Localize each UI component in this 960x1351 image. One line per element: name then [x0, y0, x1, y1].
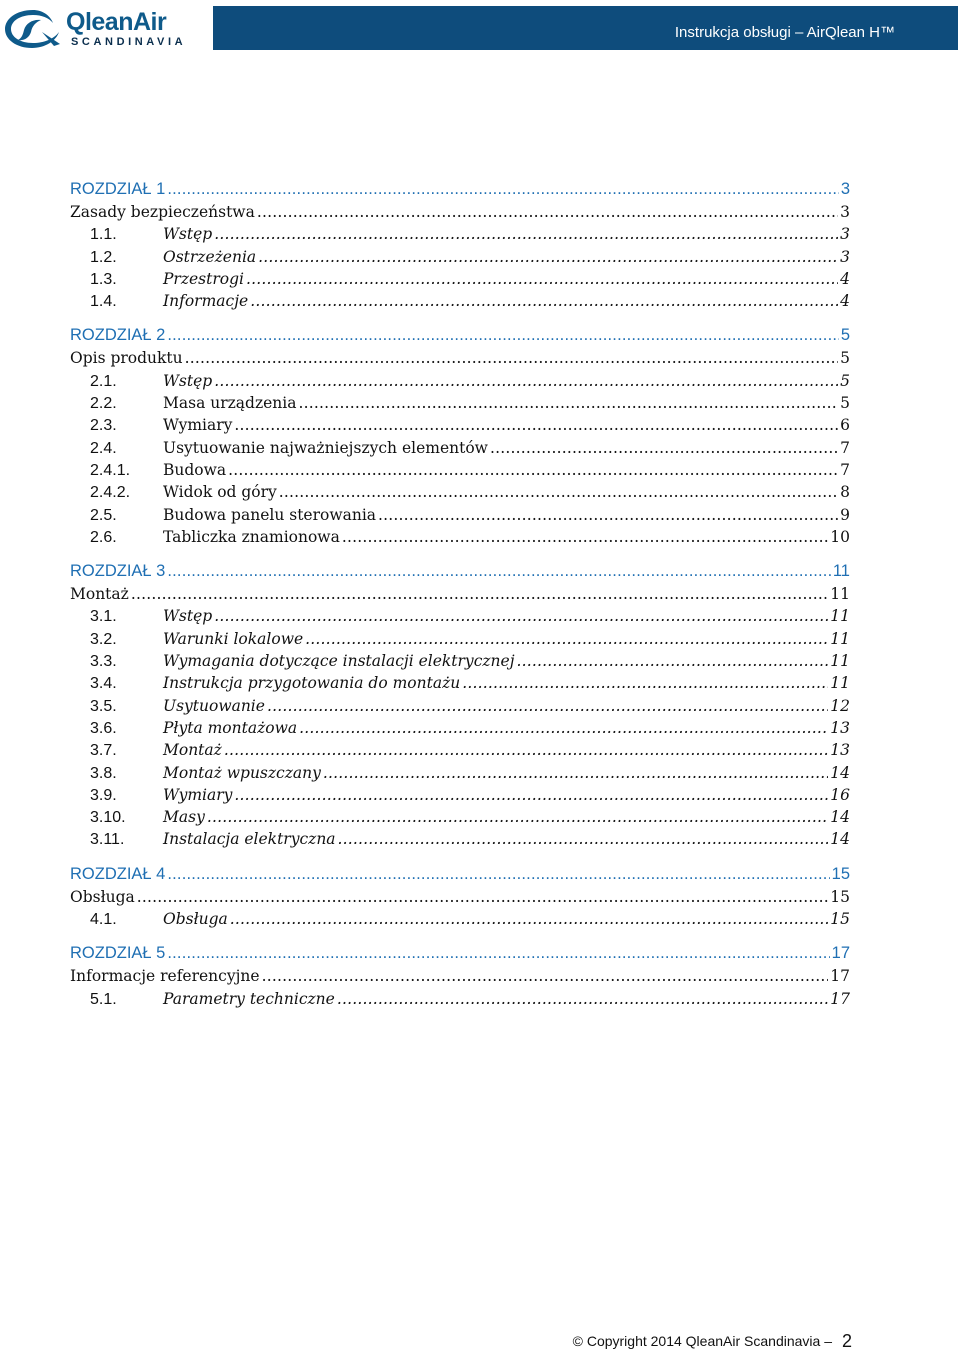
qleanair-swirl-icon [2, 4, 64, 52]
toc-page-number: 11 [830, 629, 850, 648]
toc-entry-number: 2.4.1. [90, 461, 131, 479]
toc-page-number: 17 [830, 989, 850, 1008]
toc-page-number: 3 [840, 180, 850, 198]
toc-dot-leader [258, 246, 838, 268]
toc-entry[interactable] [70, 370, 850, 392]
toc-page-number: 17 [830, 967, 850, 986]
toc-entry[interactable] [70, 223, 850, 245]
toc-dot-leader [267, 695, 828, 717]
toc-dot-leader [337, 988, 828, 1010]
document-title: Instrukcja obsługi – AirQlean H™ [674, 24, 895, 41]
toc-dot-leader [517, 650, 829, 672]
toc-page-number: 6 [840, 416, 850, 435]
toc-entry-number: 2.1. [90, 372, 117, 390]
toc-chapter-entry[interactable] [70, 942, 850, 965]
toc-dot-leader [167, 324, 838, 346]
toc-entry[interactable] [70, 481, 850, 503]
toc-entry[interactable] [70, 201, 850, 223]
toc-entry-label: Warunki lokalowe [163, 629, 304, 648]
toc-dot-leader [250, 290, 838, 312]
toc-page-number: 10 [830, 527, 850, 546]
toc-page-number: 7 [840, 438, 850, 457]
toc-dot-leader [228, 459, 838, 481]
toc-entry[interactable] [70, 347, 850, 369]
toc-dot-leader [342, 526, 828, 548]
toc-entry-label: Informacje referencyjne [70, 967, 260, 986]
logo-wordmark: QleanAir [66, 8, 167, 36]
toc-entry[interactable] [70, 504, 850, 526]
toc-page-number: 11 [832, 562, 850, 581]
toc-entry-label: Opis produktu [70, 349, 183, 368]
toc-entry-label: Wstęp [163, 225, 213, 244]
toc-entry-number: 4.1. [90, 911, 117, 929]
toc-dot-leader [214, 370, 838, 392]
toc-dot-leader [299, 717, 828, 739]
toc-entry-label: Wstęp [163, 607, 213, 626]
copyright-text: © Copyright 2014 QleanAir Scandinavia – [572, 1333, 832, 1349]
toc-dot-leader [167, 560, 831, 582]
toc-page-number: 8 [840, 483, 850, 502]
toc-dot-leader [185, 347, 838, 369]
toc-entry-label: Obsługa [70, 887, 135, 906]
toc-page-number: 9 [840, 505, 850, 524]
company-logo [2, 4, 202, 52]
toc-entry-number: 5.1. [90, 990, 117, 1008]
toc-entry-number: 3.8. [90, 764, 117, 782]
toc-entry[interactable] [70, 246, 850, 268]
toc-entry[interactable] [70, 526, 850, 548]
toc-page-number: 11 [830, 674, 850, 693]
toc-page-number: 5 [840, 349, 850, 368]
toc-entry[interactable] [70, 762, 850, 784]
toc-page-number: 15 [830, 887, 850, 906]
toc-dot-leader [305, 628, 828, 650]
toc-entry-label: Instrukcja przygotowania do montażu [163, 674, 461, 693]
toc-chapter-entry[interactable] [70, 863, 850, 886]
page-footer [573, 1331, 852, 1351]
toc-entry-number: 3.11. [90, 831, 125, 849]
toc-entry-number: 3.3. [90, 653, 117, 671]
toc-entry-label: Wymiary [163, 785, 233, 804]
toc-dot-leader [279, 481, 838, 503]
toc-entry-label: Wymagania dotyczące instalacji elektrycznej [163, 652, 515, 671]
toc-dot-leader [323, 762, 828, 784]
toc-entry[interactable] [70, 717, 850, 739]
toc-entry-label: Montaż [163, 741, 222, 760]
toc-entry[interactable] [70, 583, 850, 605]
toc-entry-number: 3.1. [90, 608, 117, 626]
toc-entry-label: Widok od góry [163, 483, 277, 502]
toc-page-number: 3 [840, 247, 850, 266]
toc-entry-label: ROZDZIAŁ 5 [70, 944, 166, 963]
toc-entry[interactable] [70, 628, 850, 650]
toc-entry-label: Masy [163, 808, 205, 827]
toc-entry[interactable] [70, 650, 850, 672]
toc-entry-label: Parametry techniczne [163, 989, 335, 1008]
toc-entry-number: 2.6. [90, 528, 117, 546]
toc-entry[interactable] [70, 988, 850, 1010]
header-band [213, 6, 958, 50]
toc-entry[interactable] [70, 605, 850, 627]
toc-entry[interactable] [70, 392, 850, 414]
toc-dot-leader [378, 504, 838, 526]
toc-dot-leader [137, 886, 829, 908]
toc-entry[interactable] [70, 965, 850, 987]
toc-dot-leader [167, 942, 829, 964]
toc-page-number: 3 [840, 203, 850, 221]
toc-entry-label: Przestrogi [163, 269, 244, 288]
toc-dot-leader [234, 414, 838, 436]
toc-dot-leader [167, 863, 829, 885]
toc-entry-number: 1.4. [90, 293, 117, 311]
toc-entry-number: 1.3. [90, 270, 117, 288]
toc-entry[interactable] [70, 828, 850, 850]
toc-entry-number: 3.4. [90, 675, 117, 693]
toc-entry-label: ROZDZIAŁ 1 [70, 180, 166, 198]
toc-page-number: 7 [840, 460, 850, 479]
toc-dot-leader [214, 605, 828, 627]
toc-dot-leader [131, 583, 828, 605]
toc-entry-label: Masa urządzenia [163, 394, 297, 413]
toc-chapter-entry[interactable] [70, 178, 850, 201]
toc-entry-label: Wstęp [163, 371, 213, 390]
toc-dot-leader [234, 784, 828, 806]
toc-entry[interactable] [70, 672, 850, 694]
toc-chapter-entry[interactable] [70, 560, 850, 583]
toc-entry[interactable] [70, 784, 850, 806]
toc-page-number: 14 [830, 808, 850, 827]
toc-page-number: 14 [830, 830, 850, 849]
toc-page-number: 12 [830, 696, 850, 715]
toc-entry-number: 3.5. [90, 697, 117, 715]
toc-entry[interactable] [70, 695, 850, 717]
page-number: 2 [841, 1331, 852, 1351]
toc-entry-number: 3.2. [90, 630, 117, 648]
toc-entry[interactable] [70, 739, 850, 761]
toc-dot-leader [298, 392, 838, 414]
toc-entry-number: 2.3. [90, 417, 117, 435]
toc-dot-leader [338, 828, 829, 850]
toc-page-number: 15 [831, 864, 850, 883]
toc-entry-number: 1.2. [90, 248, 117, 266]
toc-page-number: 17 [831, 944, 850, 963]
toc-dot-leader [224, 739, 828, 761]
toc-dot-leader [462, 672, 828, 694]
toc-page-number: 5 [840, 326, 850, 345]
toc-entry-label: Tabliczka znamionowa [163, 527, 340, 546]
toc-page-number: 11 [830, 652, 850, 671]
toc-entry-number: 2.4. [90, 439, 117, 457]
toc-entry-label: ROZDZIAŁ 4 [70, 864, 166, 883]
toc-dot-leader [257, 201, 838, 223]
toc-page-number: 13 [830, 741, 850, 760]
toc-dot-leader [262, 965, 829, 987]
toc-dot-leader [214, 223, 838, 245]
toc-entry-number: 2.4.2. [90, 484, 131, 502]
toc-page-number: 15 [830, 910, 850, 929]
toc-page-number: 16 [830, 785, 850, 804]
toc-entry-label: ROZDZIAŁ 2 [70, 326, 166, 345]
toc-entry-label: Usytuowanie najważniejszych elementów [163, 438, 488, 457]
toc-chapter-entry[interactable] [70, 324, 850, 347]
toc-page-number: 5 [840, 371, 850, 390]
toc-page-number: 4 [840, 269, 850, 288]
toc-entry[interactable] [70, 414, 850, 436]
toc-entry-number: 2.5. [90, 506, 117, 524]
toc-entry-number: 3.6. [90, 719, 117, 737]
toc-page-number: 3 [840, 225, 850, 244]
toc-entry-label: Zasady bezpieczeństwa [70, 203, 255, 221]
toc-entry-number: 1.1. [90, 226, 117, 244]
toc-entry[interactable] [70, 908, 850, 930]
toc-entry-number: 3.7. [90, 742, 117, 760]
toc-entry-label: ROZDZIAŁ 3 [70, 562, 166, 581]
toc-entry[interactable] [70, 459, 850, 481]
toc-entry-label: Budowa panelu sterowania [163, 505, 377, 524]
toc-dot-leader [230, 908, 829, 930]
toc-page-number: 14 [830, 763, 850, 782]
toc-dot-leader [490, 437, 838, 459]
toc-entry-label: Budowa [163, 460, 227, 479]
toc-page-number: 11 [830, 585, 850, 604]
toc-dot-leader [207, 806, 828, 828]
toc-entry-label: Wymiary [163, 416, 233, 435]
toc-entry-number: 3.9. [90, 786, 117, 804]
toc-entry-number: 2.2. [90, 395, 117, 413]
toc-page-number: 11 [830, 607, 850, 626]
toc-entry-label: Instalacja elektryczna [163, 830, 336, 849]
toc-dot-leader [167, 178, 838, 200]
toc-entry-label: Informacje [163, 292, 249, 311]
toc-page-number: 13 [830, 718, 850, 737]
toc-entry-label: Montaż [70, 585, 129, 604]
toc-entry-label: Ostrzeżenia [163, 247, 257, 266]
toc-entry-label: Usytuowanie [163, 696, 265, 715]
toc-entry[interactable] [70, 886, 850, 908]
toc-entry-label: Montaż wpuszczany [163, 763, 321, 782]
toc-entry[interactable] [70, 806, 850, 828]
toc-entry[interactable] [70, 268, 850, 290]
toc-entry[interactable] [70, 437, 850, 459]
toc-entry-label: Obsługa [163, 910, 228, 929]
logo-subtitle: SCANDINAVIA [71, 36, 187, 48]
toc-entry[interactable] [70, 290, 850, 312]
toc-dot-leader [246, 268, 838, 290]
toc-entry-label: Płyta montażowa [163, 718, 298, 737]
toc-page-number: 5 [840, 394, 850, 413]
table-of-contents [70, 178, 850, 1010]
toc-entry-number: 3.10. [90, 809, 126, 827]
toc-page-number: 4 [840, 292, 850, 311]
